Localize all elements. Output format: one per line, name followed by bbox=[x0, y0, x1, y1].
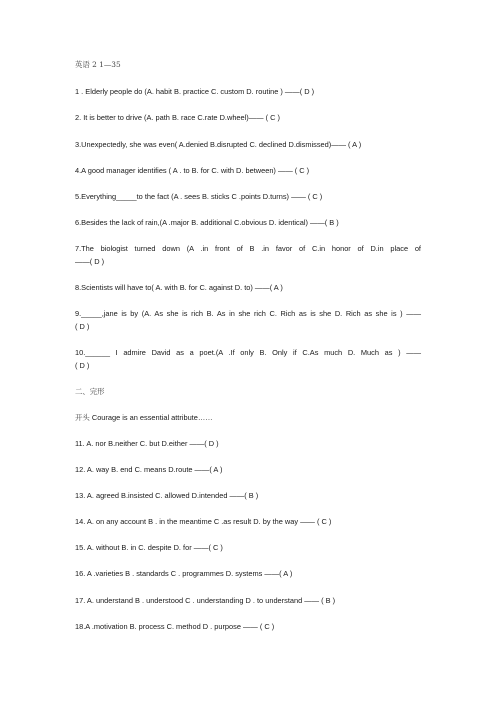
header-line: 英语 2 1—35 bbox=[75, 60, 121, 69]
question-13: 13. A. agreed B.insisted C. allowed D.intended ——( B ) bbox=[75, 491, 259, 500]
question-14: 14. A. on any account B . in the meantime C .as result D. by the way —— ( C ) bbox=[75, 517, 332, 526]
question-11: 11. A. nor B.neither C. but D.either ——( D ) bbox=[75, 439, 219, 448]
question-8: 8.Scientists will have to( A. with B. for C. against D. to) ——( A ) bbox=[75, 283, 283, 292]
question-15: 15. A. without B. in C. despite D. for ——( C ) bbox=[75, 543, 223, 552]
question-17: 17. A. understand B . understood C . understanding D . to understand —— ( B ) bbox=[75, 596, 336, 605]
question-18: 18.A .motivation B. process C. method D . purpose —— ( C ) bbox=[75, 622, 275, 631]
question-2: 2. It is better to drive (A. path B. race C.rate D.wheel)—— ( C ) bbox=[75, 113, 280, 122]
question-5: 5.Everything_____to the fact (A . sees B. sticks C .points D.turns) —— ( C ) bbox=[75, 192, 323, 201]
question-7-line-2: ——( D ) bbox=[75, 257, 105, 266]
opening-line bbox=[75, 413, 421, 423]
question-16: 16. A .varieties B . standards C . programmes D. systems ——( A ) bbox=[75, 569, 293, 578]
question-12: 12. A. way B. end C. means D.route ——( A ) bbox=[75, 465, 223, 474]
question-10-line-2: ( D ) bbox=[75, 361, 90, 370]
question-9-line-2: ( D ) bbox=[75, 322, 90, 331]
question-7-line-1: 7.The biologist turned down (A .in front of B .in favor of C.in honor of D.in place of bbox=[75, 244, 421, 253]
opening-text: Courage is an essential attribute…… bbox=[89, 413, 213, 422]
question-10-line-1: 10.______ I admire David as a poet.(A .If only B. Only if C.As much D. Much as ) —— bbox=[75, 348, 421, 357]
question-1: 1 . Elderly people do (A. habit B. practice C. custom D. routine ) ——( D ) bbox=[75, 87, 315, 96]
section-cloze-heading: 二、完形 bbox=[75, 387, 105, 396]
question-6: 6.Besides the lack of rain,(A .major B. additional C.obvious D. identical) ——( B ) bbox=[75, 218, 339, 227]
question-9-line-1: 9._____,jane is by (A. As she is rich B. As in she rich C. Rich as is she D. Rich as she is ) —— bbox=[75, 309, 421, 318]
question-4: 4.A good manager identifies ( A . to B. for C. with D. between) —— ( C ) bbox=[75, 166, 310, 175]
opening-label: 开头 bbox=[75, 413, 90, 422]
question-3: 3.Unexpectedly, she was even( A.denied B.disrupted C. declined D.dismissed)—— ( A ) bbox=[75, 140, 362, 149]
